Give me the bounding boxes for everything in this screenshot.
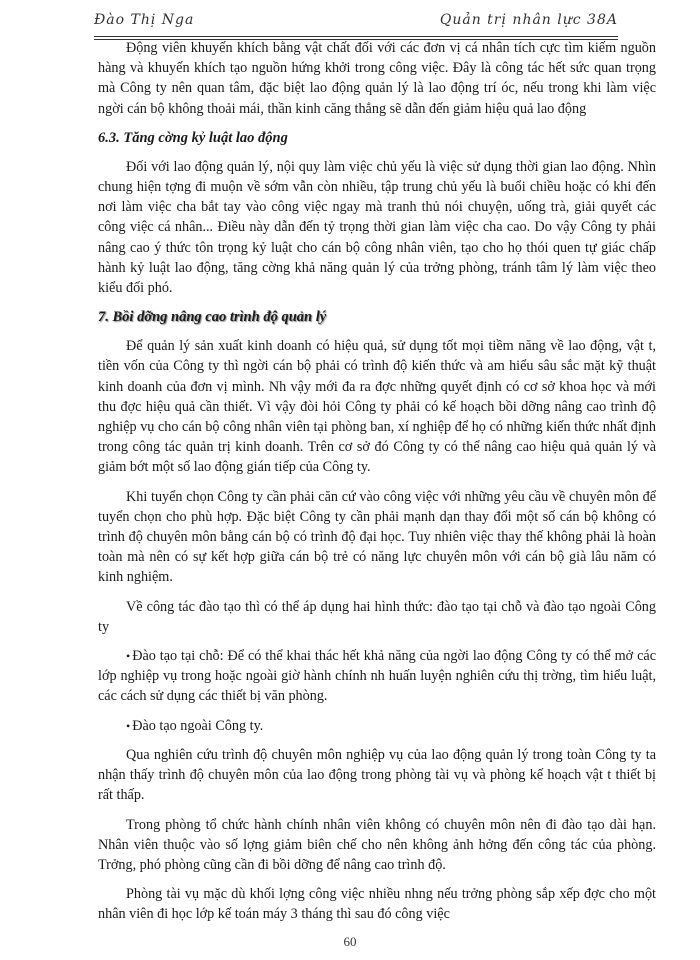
paragraph: Phòng tài vụ mặc dù khối lợng công việc nhiều nhng nếu trởng phòng sắp xếp đợc cho một nhân viên đi học lớp kế toán máy 3 tháng thì sau đó công việc	[98, 886, 656, 923]
paragraph: Đối với lao động quản lý, nội quy làm việc chủ yếu là việc sử dụng thời gian lao động. Nhìn chung hiện tợng đi muộn về sớm vẫn còn nhiều, tập trung chủ yếu là buổi chiều hoặc có khi đến nơi làm việc cha bắt tay vào công việc ngay mà tranh thủ nói chuyện, uống trà, giải quyết các công việc cá nhân... Điều này dẫn đến tỷ trọng thời gian làm việc cha cao. Do vậy Công ty phải nâng cao ý thức tôn trọng kỷ luật cho cán bộ công nhân viên, tạo cho họ thói quen tự giác chấp hành kỷ luật lao động, tăng cờng khả năng quản lý của trởng phòng, tránh tâm lý làm việc theo kiểu đối phó.	[98, 158, 656, 297]
section-heading-7: 7. Bồi dỡng nâng cao trình độ quản lý	[98, 309, 327, 326]
page-header	[94, 12, 618, 38]
bullet-text: Đào tạo ngoài Công ty.	[132, 717, 264, 734]
page-number: 60	[343, 934, 357, 949]
header-course: Quản trị nhân lực 38A	[439, 12, 618, 28]
paragraph: Trong phòng tổ chức hành chính nhân viên không có chuyên môn nên đi đào tạo dài hạn. Nhân viên thuộc vào số lợng giảm biên chế cho nên không ảnh hởng đến công tác của phòng. Trởng, phó phòng cũng cần đi bồi dỡng để nâng cao trình độ.	[98, 816, 656, 873]
bullet-icon: •	[126, 649, 131, 664]
bullet-item	[98, 716, 656, 736]
section-heading-6-3: 6.3. Tăng cờng kỷ luật lao động	[98, 129, 288, 146]
bullet-icon: •	[126, 718, 131, 733]
bullet-item	[98, 646, 656, 707]
paragraph: Động viên khuyến khích bằng vật chất đối với các đơn vị cá nhân tích cực tìm kiếm nguồn hàng và khuyến khích tạo nguồn hứng khởi trong công việc. Đây là công tác hết sức quan trọng mà Công ty nên quan tâm, đặc biệt lao động quản lý là lao động trí óc, nếu trong khi làm việc ngời cán bộ không thoải mái, thần kinh căng thẳng sẽ dẫn đến giảm hiệu quả lao động	[98, 40, 656, 117]
paragraph: Để quản lý sản xuất kinh doanh có hiệu quả, sử dụng tốt mọi tiềm năng về lao động, vật t, tiền vốn của Công ty thì ngời cán bộ phải có trình độ kiến thức và am hiểu sâu sắc mặt kỹ thuật kinh doanh của đơn vị mình. Nh vậy mới đa ra đợc những quyết định có cơ sở khoa học và mới thu đợc hiệu quả cần thiết. Vì vậy đòi hỏi Công ty phải có kế hoạch bồi dỡng nâng cao trình độ nghiệp vụ cho cán bộ công nhân viên tại phòng ban, xí nghiệp để họ có những kiến thức nhất định trong công tác quản trị kinh doanh. Trên cơ sở đó Công ty có thể nâng cao hiệu quả quản lý và giảm bớt một số lao động gián tiếp của Công ty.	[98, 338, 656, 476]
paragraph: Khi tuyển chọn Công ty cần phải căn cứ vào công việc với những yêu cầu về chuyên môn để tuyển chọn cho phù hợp. Đặc biệt Công ty cần phải mạnh dạn thay đổi một số cán bộ không có trình độ chuyên môn bằng cán bộ có trình độ đại học. Tuy nhiên việc thay thế không phải là hoàn toàn mà nên có sự kết hợp giữa cán bộ trẻ có năng lực chuyên môn với cán bộ già lâu năm có kinh nghiệm.	[98, 488, 656, 586]
document-body	[98, 38, 656, 932]
paragraph: Qua nghiên cứu trình độ chuyên môn nghiệp vụ của lao động quản lý trong toàn Công ty ta nhận thấy trình độ chuyên môn của lao động trong phòng tài vụ và phòng kế hoạch vật t thiết bị rất thấp.	[98, 746, 656, 804]
paragraph: Về công tác đào tạo thì có thể áp dụng hai hình thức: đào tạo tại chỗ và đào tạo ngoài Công ty	[98, 598, 656, 635]
header-author: Đào Thị Nga	[94, 12, 195, 28]
bullet-text: Đào tạo tại chỗ: Để có thể khai thác hết khả năng của ngời lao động Công ty có thể mở các lớp nghiệp vụ trong hoặc ngoài giờ hành chính nh huấn luyện nghiên cứu thị trờng, tìm hiểu luật, các cách sử dụng các thiết bị văn phòng.	[98, 648, 656, 705]
header-rule	[94, 36, 618, 37]
